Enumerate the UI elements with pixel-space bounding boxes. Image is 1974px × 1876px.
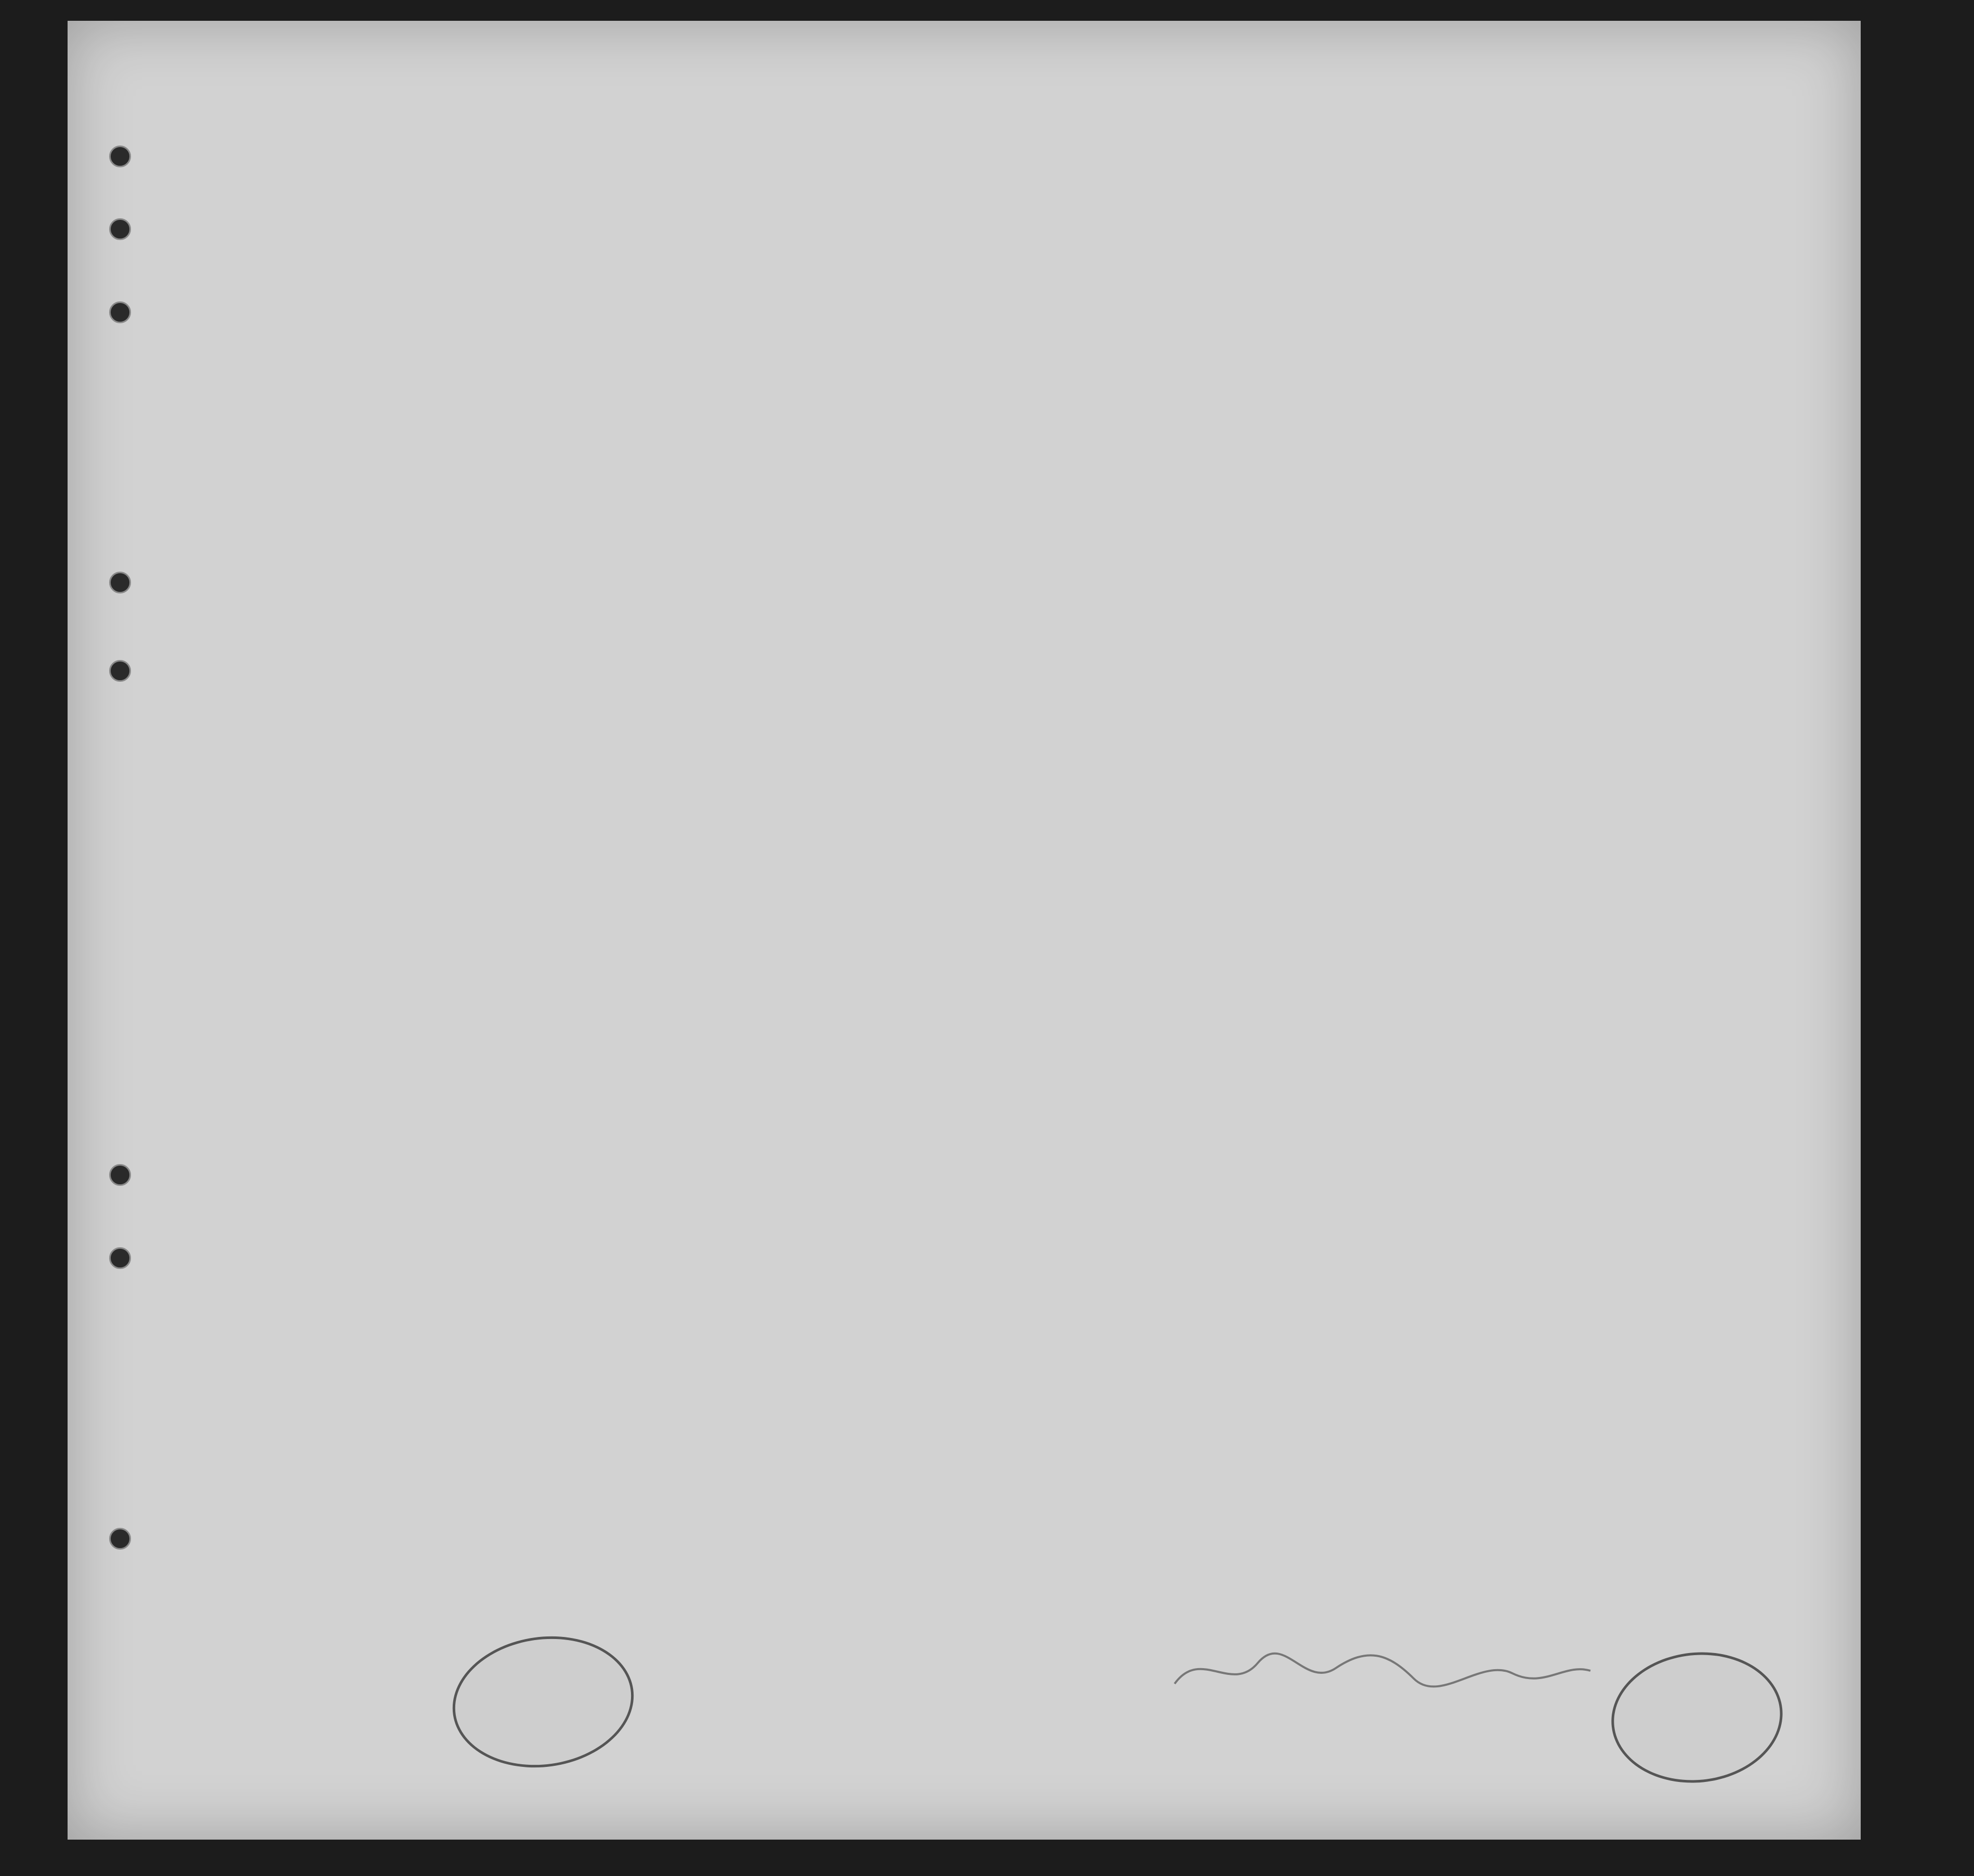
inspector-signature	[1169, 1642, 1596, 1699]
